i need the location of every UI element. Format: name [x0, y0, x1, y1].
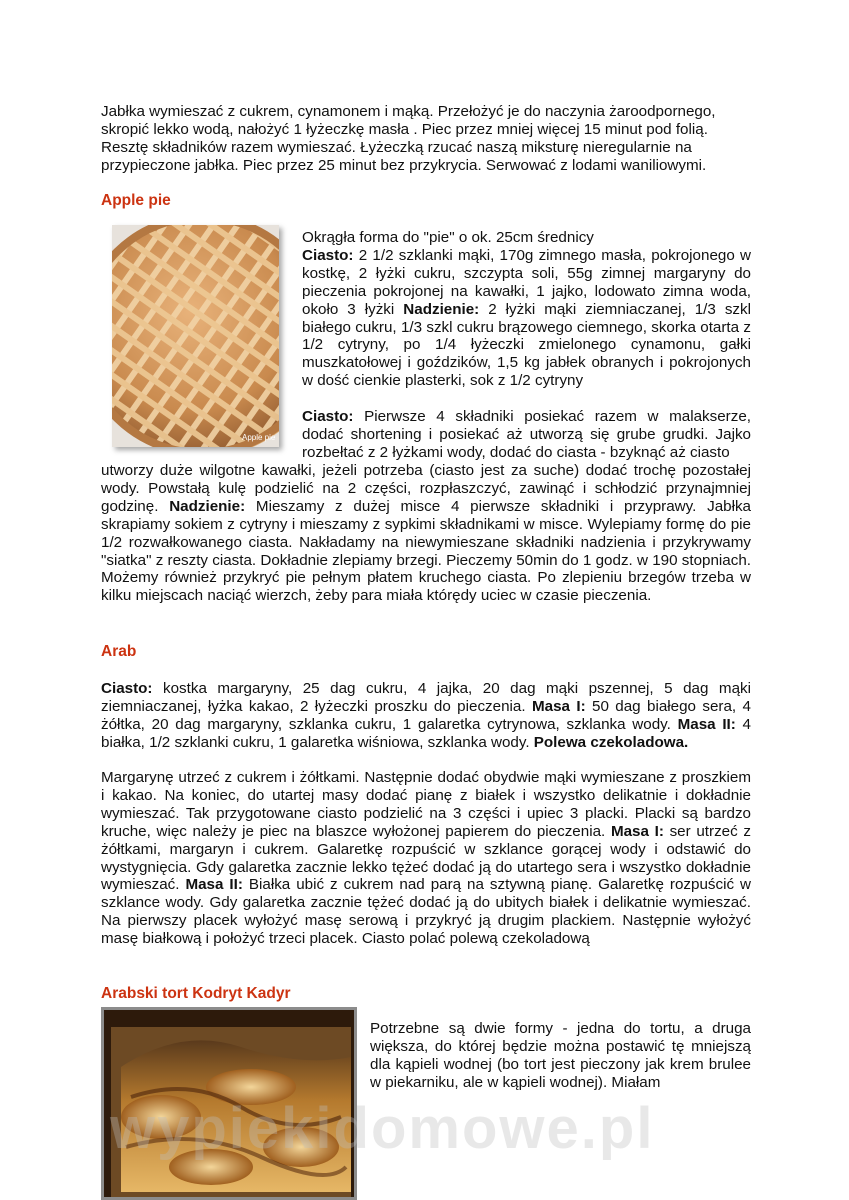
intro-paragraph — [101, 103, 751, 175]
tort-illustration — [101, 1007, 357, 1200]
arab-method-text: ser utrzeć z żółtkami, margaryn i cukrem. Galaretkę rozpuścić w szklance gorącej wody i odstawić do wystygnięcia. Gdy galaretka zacznie lekko tężeć dodać ją do utartego sera i wszystko dokładnie wymieszać. — [101, 822, 751, 894]
intro-line: Resztę składników razem wymieszać. Łyżeczką rzucać naszą miksturę nieregularnie na — [101, 138, 692, 156]
photo-caption: Apple pie — [242, 433, 276, 442]
form-text: Okrągła forma do "pie" o ok. 25cm średnicy — [302, 229, 594, 246]
masa1-text: 50 dag białego sera, 4 żółtka, 20 dag margaryny, szklanka cukru, 1 galaretka cytrynowa, szklanka wody. — [101, 697, 751, 733]
arabski-tort-photo — [101, 1007, 357, 1200]
masa1-label: Masa I: — [531, 697, 586, 715]
method-text: utworzy duże wilgotne kawałki, jeżeli potrzeba (ciasto jest za suche) dodać trochę pozostałej wody. Powstałą kulę podzielić na 2 części, rozpłaszczyć, zawinąć i schłodzić przynajmniej godzinę. — [101, 462, 751, 515]
intro-line: przypieczone jabłka. Piec przez 25 minut bez przykrycia. Serwować z lodami waniliowymi. — [101, 156, 707, 174]
method-filling-label: Nadzienie: — [169, 497, 246, 515]
method-text: Pierwsze 4 składniki posiekać razem w malakserze, dodać shortening i posiekać aż utworzą się grube grudki. Jajko rozbełtać z 2 łyżkami wody, dodać do ciasta - bzyknąć aż ciasto — [302, 408, 751, 461]
apple-pie-method-b — [101, 462, 751, 605]
masa2-label: Masa II: — [677, 715, 736, 733]
apple-pie-illustration — [112, 225, 279, 447]
filling-ingredients: 2 łyżki mąki ziemniaczanej, 1/3 szkl białego cukru, 1/3 szkl cukru brązowego ciemnego, skorka otarta z 1/2 cytryny, po 1/4 łyżeczki zmielonego cynamonu, gałki muszkatołowej i goździków, 1,5 kg jabłek obranych i pokrojonych w dość cienkie plasterki, sok z 1/2 cytryny — [302, 300, 751, 390]
dough-label: Ciasto: — [302, 246, 354, 264]
arabski-body: Potrzebne są dwie formy - jedna do tortu, a druga większa, do której będzie można postawić tę mniejszą dla kąpieli wodnej (bo tort jest pieczony jak krem brulee w piekarniku, ale w kąpieli wodnej). Miałam — [370, 1020, 751, 1091]
apple-pie-ingredients — [302, 229, 751, 390]
arab-method — [101, 769, 751, 948]
apple-pie-method-a — [302, 408, 751, 462]
arabski-text — [370, 1020, 751, 1092]
masa2-text: 4 białka, 1/2 szklanki cukru, 1 galaretka wiśniowa, szklanka wody. — [101, 715, 751, 751]
intro-line: Jabłka wymieszać z cukrem, cynamonem i mąką. Przełożyć je do naczynia żaroodpornego, — [101, 103, 716, 120]
arab-dough-text: kostka margaryny, 25 dag cukru, 4 jajka, 20 dag mąki pszennej, 5 dag mąki ziemniaczanej, łyżka kakao, 2 łyżeczki proszku do pieczenia. — [101, 680, 751, 715]
arab-ingredients — [101, 680, 751, 752]
arab-heading: Arab — [101, 643, 137, 660]
polewa-label: Polewa czekoladowa. — [533, 733, 689, 751]
intro-line: skropić lekko wodą, nałożyć 1 łyżeczkę masła . Piec przez mniej więcej 15 minut pod folią. — [101, 120, 708, 138]
arabski-tort-heading: Arabski tort Kodryt Kadyr — [101, 985, 291, 1002]
method-masa1-label: Masa I: — [610, 822, 664, 840]
method-text: Mieszamy z dużej misce 4 pierwsze składniki i przyprawy. Jabłka skrapiamy sokiem z cytryny i mieszamy z sypkimi składnikami w misce. Wylepiamy formę do pie 1/2 rozwałkowanego ciasta. Nakładamy na niewymieszane składniki nadzienia i przykrywamy "siatka" z reszty ciasta. Dokładnie zlepiamy brzegi. Pieczemy 50min do 1 godz. w 190 stopniach. Możemy również przykryć pie pełnym płatem kruchego ciasta. Po zlepieniu brzegów trzeba w kilku miejscach naciąć wierzch, żeby para miała którędy uciec w czasie pieczenia. — [101, 497, 752, 605]
arab-dough-label: Ciasto: — [101, 680, 153, 697]
apple-pie-photo — [112, 225, 279, 447]
method-dough-label: Ciasto: — [302, 408, 354, 425]
site-watermark: wypiekidomowe.pl — [110, 1096, 655, 1161]
apple-pie-heading: Apple pie — [101, 192, 171, 209]
arab-method-text: Margarynę utrzeć z cukrem i żółtkami. Następnie dodać obydwie mąki wymieszane z proszkiem i kakao. Na koniec, do utartej masy dodać pianę z białek i wszystko delikatnie i dokładnie wymieszać. Tak przygotowane ciasto podzielić na 3 części i upiec 3 placki. Placki są bardzo kruche, więc należy je piec na blaszce wyłożonej papierem do pieczenia. — [101, 769, 751, 840]
arab-method-text: Białka ubić z cukrem nad parą na sztywną pianę. Galaretkę rozpuścić w szklance wody. Gdy galaretka zacznie tężeć dodać ją do ubitych białek i delikatnie wymieszać. Na pierwszy placek wyłożyć masę serową i przykryć ją drugim plackiem. Następnie wyłożyć masę białkową i położyć trzeci placek. Ciasto polać polewą czekoladową — [101, 876, 751, 948]
method-masa2-label: Masa II: — [185, 876, 243, 894]
filling-label: Nadzienie: — [403, 300, 480, 318]
dough-ingredients: 2 1/2 szklanki mąki, 170g zimnego masła, pokrojonego w kostkę, 2 łyżki cukru, szczypta soli, 55g zimnej margaryny do pieczenia pokrojonej na kawałki, 1 jajko, lodowato zimna woda, około 3 łyżki — [302, 246, 751, 318]
